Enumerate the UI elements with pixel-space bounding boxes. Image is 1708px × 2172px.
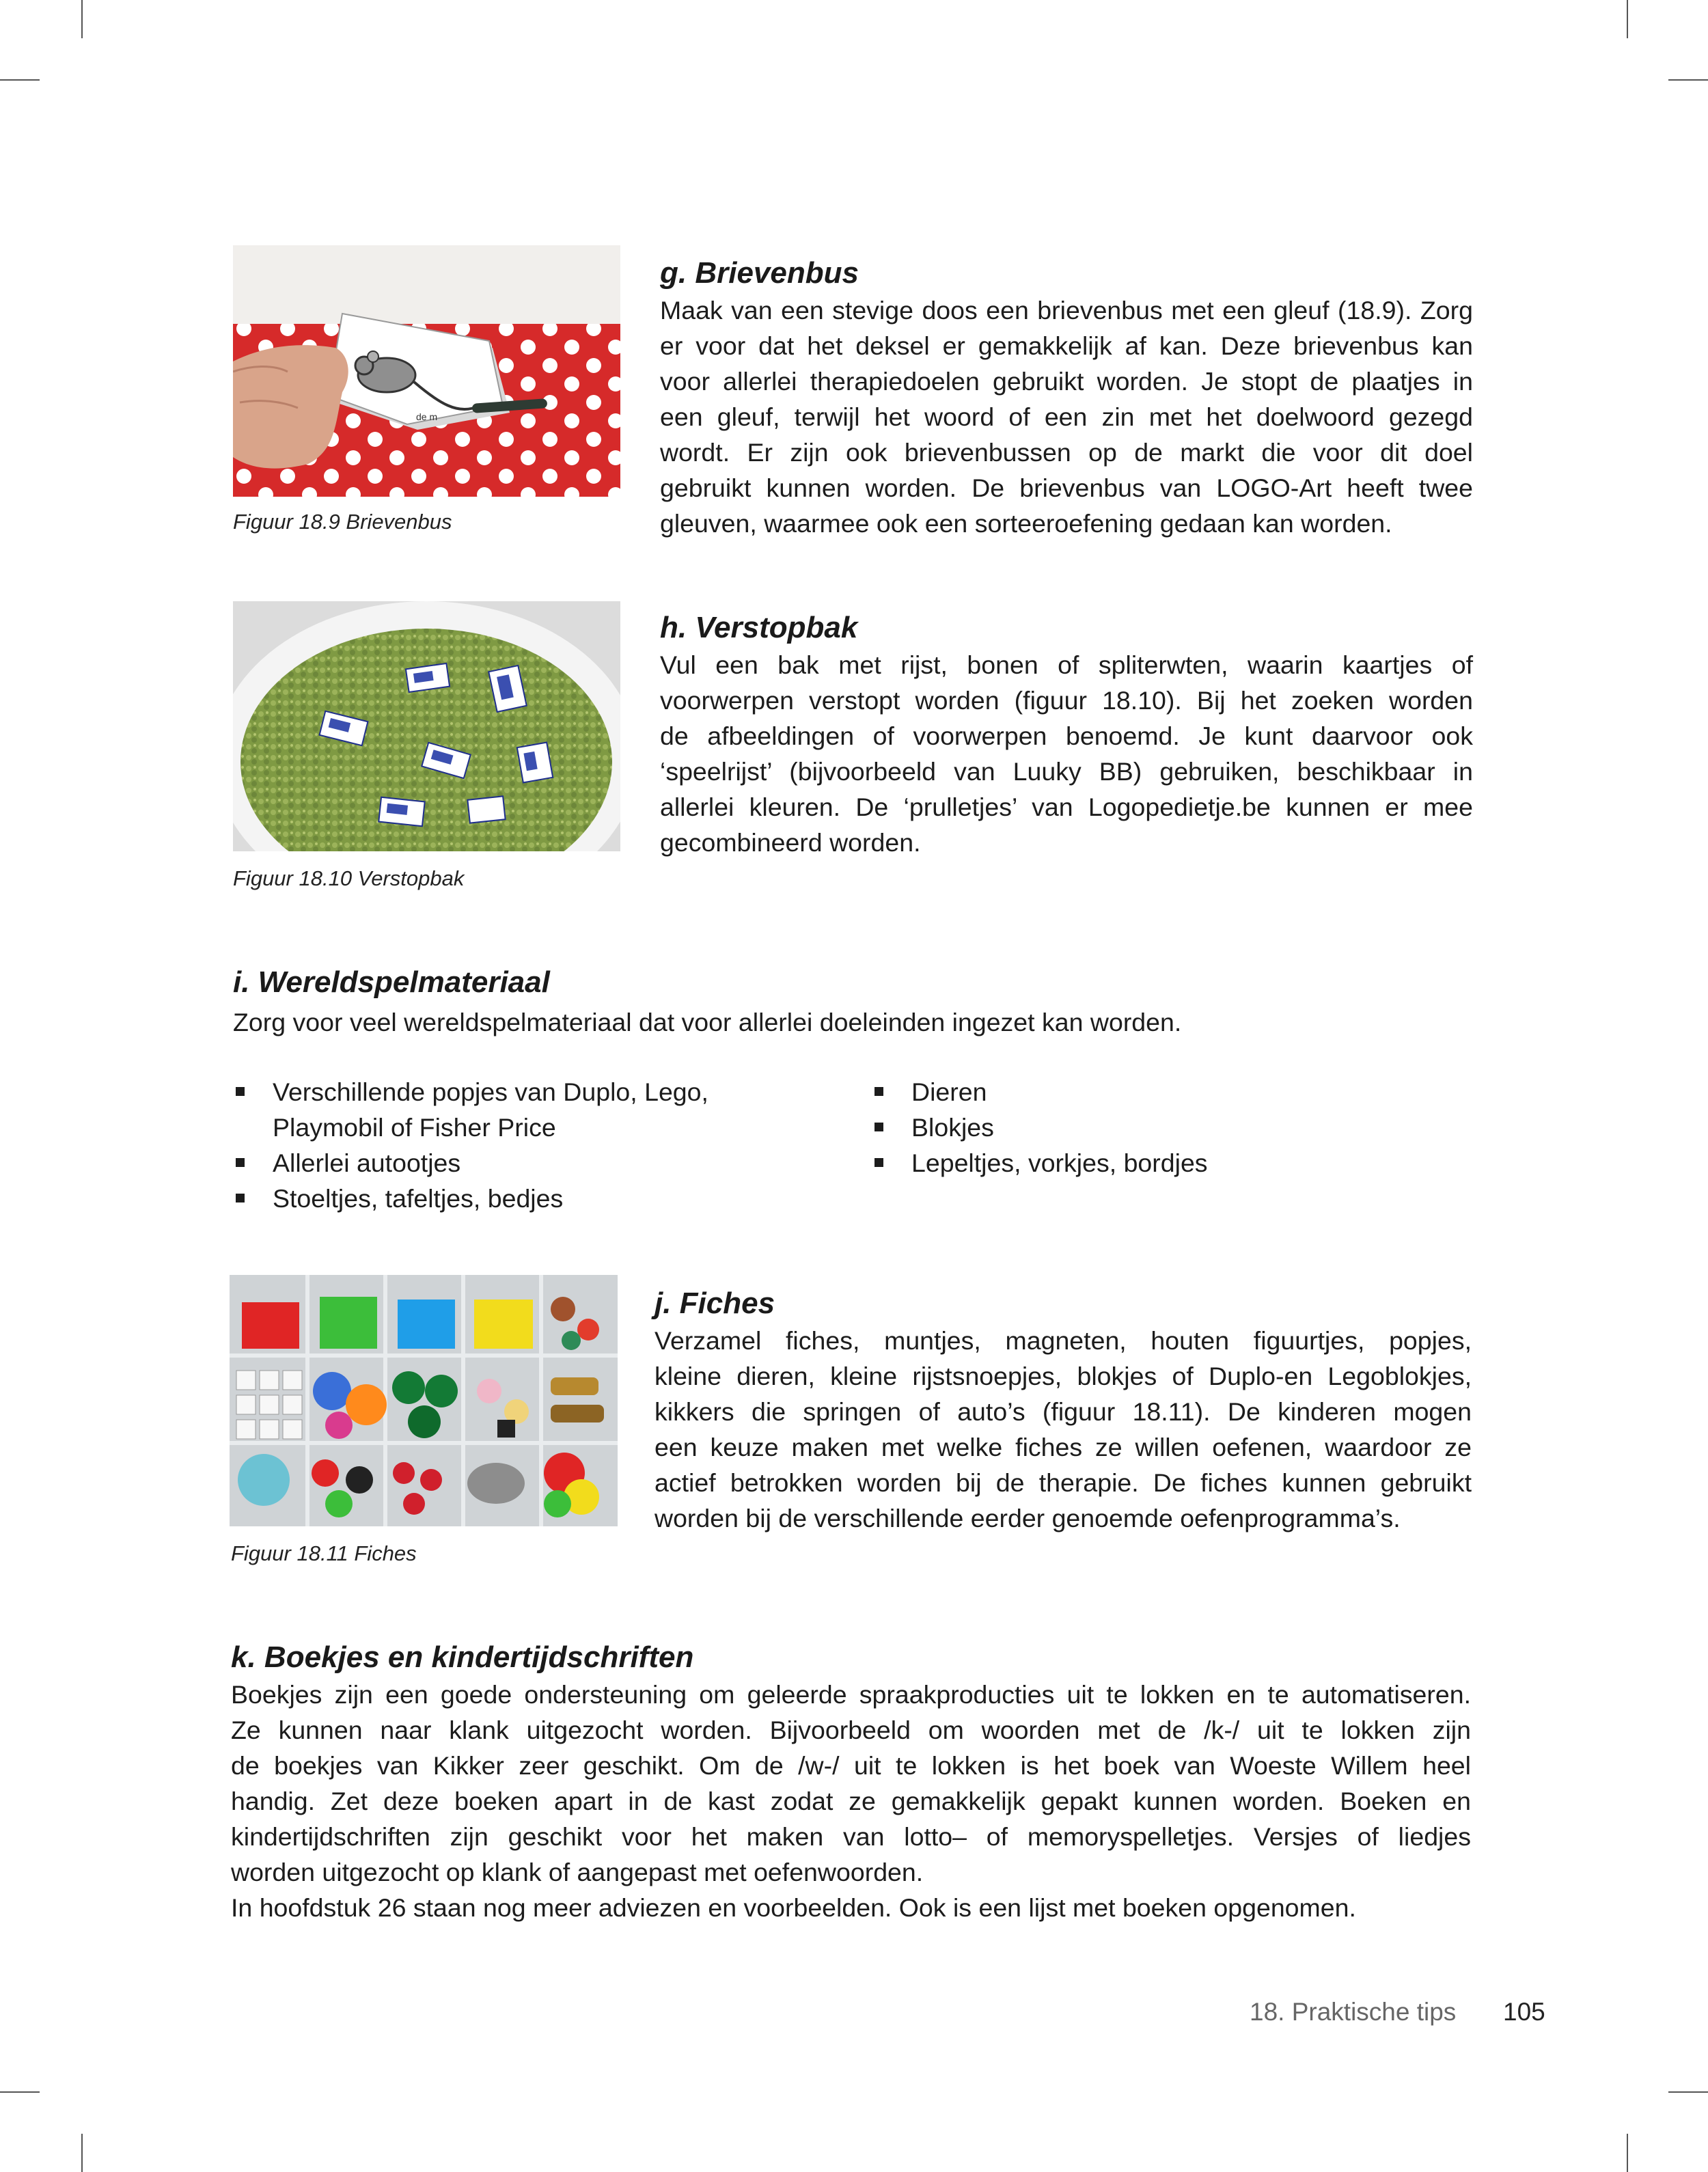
crop-mark-icon [0, 2091, 40, 2093]
text-line: kleine dieren, kleine rijstsnoepjes, blokjes of Duplo-en Legoblokjes, [655, 1362, 1472, 1390]
section-body-boekjes [231, 1677, 1471, 1925]
text-line: gebruikt kunnen worden. De brievenbus van LOGO-Art heeft twee [660, 473, 1473, 502]
bullet-list-right [872, 1074, 1405, 1181]
text-line: Verzamel fiches, muntjes, magneten, houten figuurtjes, popjes, [655, 1326, 1472, 1355]
text-line: een gleuf, terwijl het woord of een zin met het doelwoord gezegd [660, 402, 1473, 431]
figure-fiches-photo [230, 1275, 618, 1526]
text-line: voor allerlei therapiedoelen gebruikt worden. Je stopt de plaatjes in [660, 367, 1473, 396]
text-line: de afbeeldingen of voorwerpen benoemd. Je kunt daarvoor ook [660, 721, 1473, 750]
list-item: Dieren [872, 1074, 1405, 1110]
running-footer-chapter: 18. Praktische tips [1250, 1998, 1457, 2026]
crop-mark-icon [1668, 2091, 1708, 2093]
list-item: Allerlei autootjes [233, 1145, 766, 1181]
figure-caption: Figuur 18.9 Brievenbus [233, 510, 452, 534]
text-line: wordt. Er zijn ook brievenbussen op de markt die voor dit doel [660, 438, 1473, 467]
list-item: Blokjes [872, 1110, 1405, 1145]
text-line: Boekjes zijn een goede ondersteuning om geleerde spraakproducties uit te lokken en te automatiseren. [231, 1680, 1471, 1709]
text-line: de boekjes van Kikker zeer geschikt. Om de /w-/ uit te lokken is het boek van Woeste Willem heel [231, 1751, 1471, 1780]
crop-mark-icon [1668, 79, 1708, 81]
page-number: 105 [1503, 1998, 1545, 2026]
figure-verstopbak-photo [233, 601, 620, 851]
text-line: handig. Zet deze boeken apart in de kast zodat ze gemakkelijk gepakt kunnen worden. Boeken en [231, 1787, 1471, 1815]
list-item: Lepeltjes, vorkjes, bordjes [872, 1145, 1405, 1181]
text-line: er voor dat het deksel er gemakkelijk af kan. Deze brievenbus kan [660, 331, 1473, 360]
list-item: Verschillende popjes van Duplo, Lego, Playmobil of Fisher Price [233, 1074, 766, 1145]
text-line: actief betrokken worden bij de therapie. De fiches kunnen gebruikt [655, 1468, 1472, 1497]
text-line: Vul een bak met rijst, bonen of spliterwten, waarin kaartjes of [660, 650, 1473, 679]
text-line: kindertijdschriften zijn geschikt voor het maken van lotto– of memoryspelletjes. Versjes of liedjes [231, 1822, 1471, 1851]
figure-caption: Figuur 18.11 Fiches [231, 1541, 417, 1565]
text-line: voorwerpen verstopt worden (figuur 18.10). Bij het zoeken worden [660, 686, 1473, 715]
crop-mark-icon [1627, 2134, 1628, 2172]
section-body-fiches [655, 1323, 1472, 1536]
text-line: In hoofdstuk 26 staan nog meer adviezen en voorbeelden. Ook is een lijst met boeken opgenomen. [231, 1893, 1356, 1922]
section-heading-wereldspelmateriaal: i. Wereldspelmateriaal [233, 965, 550, 999]
section-heading-verstopbak: h. Verstopbak [660, 611, 858, 644]
section-body-verstopbak [660, 647, 1473, 860]
card-text: de m [416, 411, 438, 422]
section-body-brievenbus [660, 292, 1473, 541]
section-heading-boekjes: k. Boekjes en kindertijdschriften [231, 1640, 694, 1674]
text-line: gleuven, waarmee ook een sorteeroefening gedaan kan worden. [660, 509, 1392, 538]
figure-brievenbus-photo [233, 245, 620, 497]
list-item: Stoeltjes, tafeltjes, bedjes [233, 1181, 766, 1216]
text-line: Ze kunnen naar klank uitgezocht worden. Bijvoorbeeld om woorden met de /k-/ uit te lokken zijn [231, 1716, 1471, 1744]
section-heading-brievenbus: g. Brievenbus [660, 256, 859, 290]
text-line: ‘speelrijst’ (bijvoorbeeld van Luuky BB) gebruiken, beschikbaar in [660, 757, 1473, 786]
text-line: worden bij de verschillende eerder genoemde oefenprogramma’s. [655, 1504, 1401, 1532]
text-line: gecombineerd worden. [660, 828, 921, 857]
crop-mark-icon [81, 2134, 83, 2172]
crop-mark-icon [0, 79, 40, 81]
section-heading-fiches: j. Fiches [655, 1287, 775, 1320]
text-line: kikkers die springen of auto’s (figuur 18.11). De kinderen mogen [655, 1397, 1472, 1426]
text-line: Maak van een stevige doos een brievenbus met een gleuf (18.9). Zorg [660, 296, 1473, 325]
crop-mark-icon [81, 0, 83, 38]
bullet-list-left [233, 1074, 766, 1216]
figure-caption: Figuur 18.10 Verstopbak [233, 866, 465, 890]
text-line: worden uitgezocht op klank of aangepast met oefenwoorden. [231, 1858, 924, 1886]
crop-mark-icon [1627, 0, 1628, 38]
section-intro-wereldspelmateriaal: Zorg voor veel wereldspelmateriaal dat voor allerlei doeleinden ingezet kan worden. [233, 1008, 1182, 1036]
text-line: allerlei kleuren. De ‘prulletjes’ van Logopedietje.be kunnen er mee [660, 793, 1473, 821]
text-line: een keuze maken met welke fiches ze willen oefenen, waardoor ze [655, 1433, 1472, 1461]
